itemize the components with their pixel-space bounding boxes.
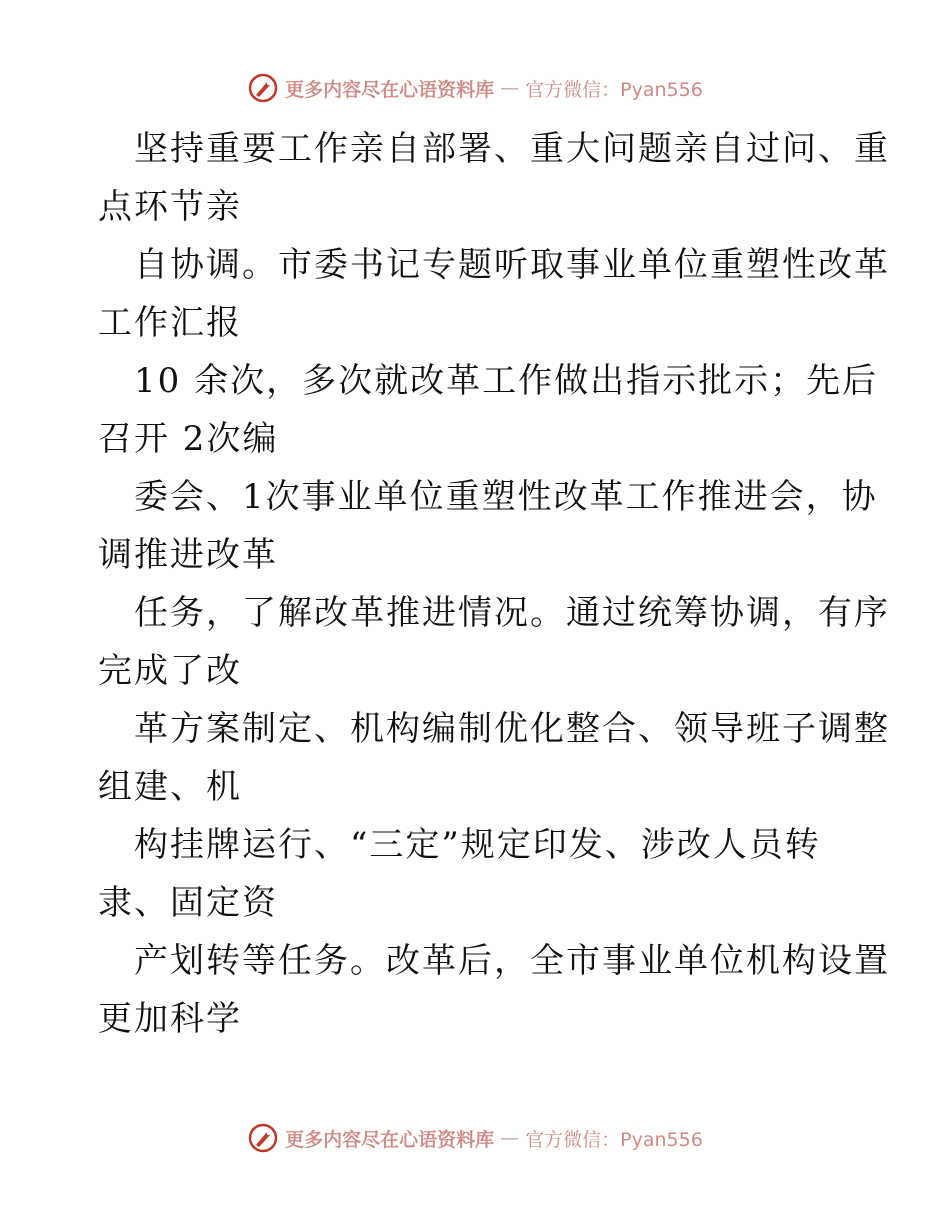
paragraph-line: 召开 2次编: [98, 419, 279, 459]
paragraph-line: 革方案制定、机构编制优化整合、领导班子调整: [134, 709, 890, 749]
paragraph-line: 坚持重要工作亲自部署、重大问题亲自过问、重: [134, 129, 890, 169]
paragraph-line: 产划转等任务。改革后，全市事业单位机构设置: [134, 941, 890, 981]
paragraph-line: 委会、1次事业单位重塑性改革工作推进会，协: [134, 477, 878, 517]
paragraph-line: 自协调。市委书记专题听取事业单位重塑性改革: [134, 245, 890, 285]
paragraph: [98, 932, 890, 1048]
paragraph: [98, 700, 890, 816]
document-body: [98, 120, 890, 1048]
paragraph-line: 调推进改革: [98, 535, 278, 575]
paragraph: [98, 236, 890, 352]
paragraph-line: 10 余次，多次就改革工作做出指示批示；先后: [134, 361, 879, 401]
paragraph: [98, 468, 878, 584]
watermark-main-text: 更多内容尽在心语资料库: [285, 78, 495, 101]
paragraph-line: 组建、机: [98, 767, 242, 807]
paragraph: [98, 816, 858, 932]
paragraph-line: 构挂牌运行、“三定”规定印发、涉改人员转: [134, 825, 821, 865]
paragraph-line: 完成了改: [98, 651, 242, 691]
footer-watermark: [0, 1122, 950, 1154]
paragraph-line: 任务，了解改革推进情况。通过统筹协调，有序: [134, 593, 890, 633]
paragraph-line: 工作汇报: [98, 303, 242, 343]
paragraph: [98, 584, 890, 700]
paragraph: [98, 352, 879, 468]
paragraph-line: 点环节亲: [98, 187, 242, 227]
watermark-wechat-text: 官方微信：Pyan556: [525, 78, 703, 101]
paragraph: [98, 120, 890, 236]
watermark-dash: —: [500, 1127, 520, 1149]
pen-nib-logo-icon: [247, 72, 279, 104]
paragraph-line: 更加科学: [98, 999, 242, 1039]
watermark-dash: —: [500, 77, 520, 99]
watermark-main-text: 更多内容尽在心语资料库: [285, 1128, 495, 1151]
header-watermark: [0, 72, 950, 104]
watermark-wechat-text: 官方微信：Pyan556: [525, 1128, 703, 1151]
pen-nib-logo-icon: [247, 1122, 279, 1154]
paragraph-line: 隶、固定资: [98, 883, 278, 923]
